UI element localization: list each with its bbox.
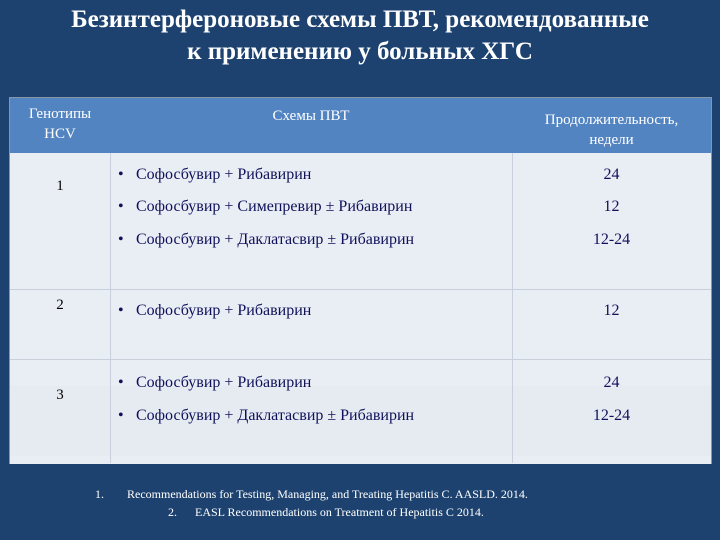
- bullet-icon: •: [118, 302, 124, 319]
- row-band-genotype-1: [10, 153, 711, 386]
- slide-title: [0, 4, 720, 68]
- header-regimen-label: Схемы ПВТ: [272, 108, 350, 124]
- duration-cell: 12-24: [592, 231, 631, 248]
- reference-text: EASL Recommendations on Treatment of Hepatitis C 2014.: [195, 505, 484, 519]
- regimen-text: Софосбувир + Симепревир ± Рибавирин: [136, 198, 413, 215]
- regimens-table: [9, 97, 712, 464]
- duration-cell: 12-24: [592, 407, 631, 424]
- regimen-item: [114, 302, 509, 320]
- reference-text: Recommendations for Testing, Managing, and Treating Hepatitis C. AASLD. 2014.: [127, 487, 528, 501]
- column-divider: [110, 153, 111, 463]
- regimen-text: Софосбувир + Рибавирин: [136, 166, 312, 183]
- duration-cell: 24: [603, 374, 620, 391]
- row-band-genotype-3: [10, 456, 711, 464]
- header-genotype: [10, 98, 110, 153]
- duration-cell: 12: [603, 302, 620, 319]
- row-divider: [10, 359, 711, 360]
- header-duration-line-1: Продолжительность,: [544, 112, 679, 128]
- regimen-text: Софосбувир + Рибавирин: [136, 374, 312, 391]
- regimen-item: [114, 374, 509, 392]
- genotype-cell: 1: [56, 178, 64, 194]
- regimen-text: Софосбувир + Даклатасвир ± Рибавирин: [136, 407, 415, 424]
- row-divider: [10, 289, 711, 290]
- genotype-cell: 3: [56, 387, 64, 403]
- header-genotype-line-1: Генотипы: [28, 106, 92, 122]
- genotype-cell: 2: [56, 297, 64, 313]
- bullet-icon: •: [118, 166, 124, 183]
- regimen-item: [114, 198, 509, 216]
- regimen-item: [114, 231, 509, 249]
- duration-cell: 12: [603, 198, 620, 215]
- reference-number: 2.: [168, 505, 177, 519]
- bullet-icon: •: [118, 407, 124, 424]
- bullet-icon: •: [118, 374, 124, 391]
- header-duration: [512, 98, 711, 153]
- slide-title-line-1: Безинтерфероновые схемы ПВТ, рекомендованные: [71, 6, 649, 33]
- regimen-text: Софосбувир + Рибавирин: [136, 302, 312, 319]
- duration-cell: 24: [603, 166, 620, 183]
- reference-number: 1.: [95, 487, 104, 501]
- regimen-item: [114, 166, 509, 184]
- slide-title-line-2: к применению у больных ХГС: [187, 38, 533, 65]
- regimen-text: Софосбувир + Даклатасвир ± Рибавирин: [136, 231, 415, 248]
- regimen-item: [114, 407, 509, 425]
- header-duration-line-2: недели: [589, 132, 634, 148]
- header-regimen: [110, 98, 512, 153]
- bullet-icon: •: [118, 198, 124, 215]
- header-genotype-line-2: HCV: [44, 126, 76, 142]
- bullet-icon: •: [118, 231, 124, 248]
